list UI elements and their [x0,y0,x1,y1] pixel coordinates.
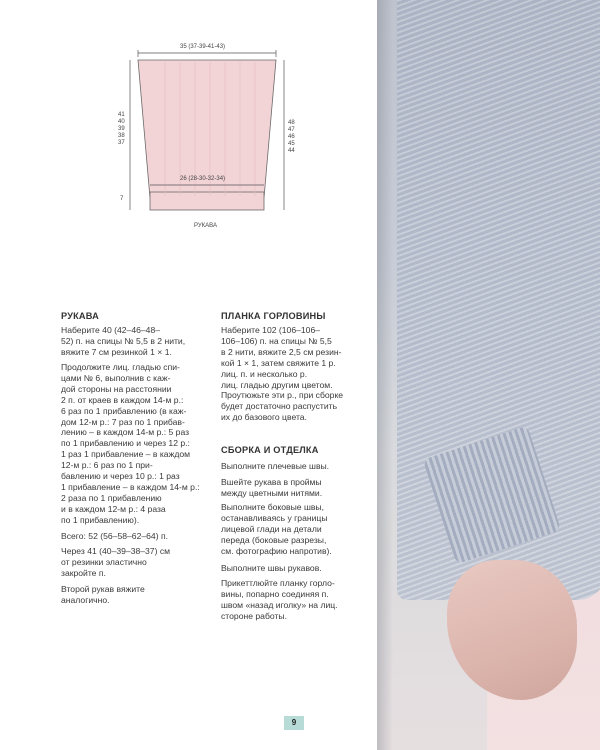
assembly-title: СБОРКА И ОТДЕЛКА [221,445,319,455]
neckband-title: ПЛАНКА ГОРЛОВИНЫ [221,311,326,321]
sleeves-paragraph-5: Второй рукав вяжите аналогично. [61,584,145,605]
assembly-paragraph-4: Выполните швы рукавов. [221,563,322,573]
sleeves-paragraph-4: Через 41 (40–39–38–37) см от резинки эластично закройте п. [61,546,171,578]
assembly-paragraph-2: Вшейте рукава в проймы между цветными нитями. [221,477,323,498]
right-number-5: 44 [288,148,295,154]
sleeve-diagram [0,0,378,250]
page-number: 9 [284,716,304,730]
hand [447,560,577,700]
left-number-3: 39 [118,126,125,132]
model-photo [377,0,600,750]
sleeves-paragraph-1: Наберите 40 (42–46–48– 52) п. на спицы № 5,5 в 2 нити, вяжите 7 см резинкой 1 × 1. [61,325,186,357]
sleeves-paragraph-2: Продолжите лиц. гладью спи- цами № 6, выполнив с каж- дой стороны на расстоянии 2 п. от краев в каждом 14-м р.: 6 раз по 1 прибавлению (в каж- дом 12-м р.: 7 раз по 1 прибав- лению – в каждом 14-м р.: 5 раз по 1 прибавлению и через 12 р.: 1 раз 1 прибавление – в каждом 12-м р.: 6 раз по 1 при- бавлению и через 10 р.: 1 раз 1 прибавление – в каждом 14-м р.: 2 раза по 1 прибавлению и в каждом 12-м р.: 4 раза по 1 прибавлению). [61,362,200,525]
inner-width-label: 26 (28-30-32-34) [180,176,226,182]
top-width-label: 35 (37-39-41-43) [180,44,226,50]
page-fold-shadow [377,0,393,750]
left-number-4: 38 [118,133,125,139]
left-number-5: 37 [118,140,125,146]
assembly-paragraph-1: Выполните плечевые швы. [221,461,330,471]
right-number-4: 45 [288,141,295,147]
sleeves-paragraph-3: Всего: 52 (56–58–62–64) п. [61,531,168,541]
left-number-1: 41 [118,112,125,118]
sleeve-schematic [0,0,378,250]
diagram-caption: РУКАВА [194,223,217,229]
cuff-height-label: 7 [120,196,124,202]
left-number-2: 40 [118,119,125,125]
assembly-paragraph-3: Выполните боковые швы, останавливаясь у границы лицевой глади на детали переда (боковые разрезы, см. фотографию напротив). [221,502,332,556]
right-number-1: 48 [288,120,295,126]
neckband-paragraph-1: Наберите 102 (106–106– 106–106) п. на спицы № 5,5 в 2 нити, вяжите 2,5 см резин- кой 1 × 1, затем свяжите 1 р. лиц. п. и несколько р. лиц. гладью другим цветом. Проутюжьте эти р., при сборке будет достаточно распустить их до базового цвета. [221,325,344,423]
sleeves-title: РУКАВА [61,311,99,321]
right-number-3: 46 [288,134,295,140]
right-number-2: 47 [288,127,295,133]
cuff-shape [150,192,264,210]
assembly-paragraph-5: Прикеттлюйте планку горло- вины, попарно соединяя п. швом «назад иголку» на лиц. стороне работы. [221,578,338,621]
